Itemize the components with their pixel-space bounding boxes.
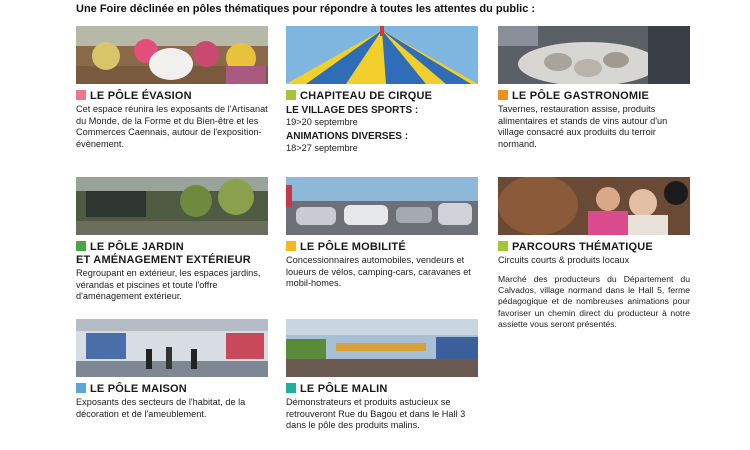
card-mobilite xyxy=(286,177,478,290)
marker-maison xyxy=(76,383,86,393)
photo-mobilite xyxy=(286,177,478,235)
title-mobilite: LE PÔLE MOBILITÉ xyxy=(286,241,478,254)
photo-evasion xyxy=(76,26,268,84)
marker-malin xyxy=(286,383,296,393)
sub-village-sports: LE VILLAGE DES SPORTS : xyxy=(286,105,419,116)
marker-evasion xyxy=(76,90,86,100)
text-evasion: Cet espace réunira les exposants de l'Artisanat du Monde, de la Forme et du Bien-être et les Commerces Caennais, autour de l'exposition-évènement. xyxy=(76,104,268,149)
title-jardin: LE PÔLE JARDIN ET AMÉNAGEMENT EXTÉRIEUR xyxy=(76,241,251,266)
text-malin: Démonstrateurs et produits astucieux se retrouveront Rue du Bagou et dans le Hall 3 dans le pôle des produits malins. xyxy=(286,397,466,431)
photo-parcours xyxy=(498,177,690,235)
text-parcours: Circuits courts & produits locaux xyxy=(498,255,630,265)
date-animations: 18>27 septembre xyxy=(286,142,358,153)
photo-malin xyxy=(286,319,478,377)
card-jardin xyxy=(76,177,268,303)
title-malin: LE PÔLE MALIN xyxy=(286,383,478,396)
marker-jardin xyxy=(76,241,86,251)
marker-cirque xyxy=(286,90,296,100)
card-parcours xyxy=(498,177,690,331)
marker-parcours xyxy=(498,241,508,251)
title-cirque: CHAPITEAU DE CIRQUE xyxy=(286,90,478,103)
title-maison: LE PÔLE MAISON xyxy=(76,383,268,396)
card-malin xyxy=(286,319,478,432)
paragraph-parcours: Marché des producteurs du Département du Calvados, village normand dans le Hall 5, ferme pédagogique et de nombreuses animations pour favoriser un chemin direct du producteur à notre assiette vous seront présentés. xyxy=(498,273,690,330)
sub-animations: ANIMATIONS DIVERSES : xyxy=(286,130,409,142)
intro-heading: Une Foire déclinée en pôles thématiques pour répondre à toutes les attentes du public : xyxy=(76,3,536,15)
text-maison: Exposants des secteurs de l'habitat, de la décoration et de l'ameublement. xyxy=(76,397,246,419)
card-maison xyxy=(76,319,268,420)
marker-gastronomie xyxy=(498,90,508,100)
date-village-sports: 19>20 septembre xyxy=(286,117,358,127)
card-cirque xyxy=(286,26,478,154)
text-mobilite: Concessionnaires automobiles, vendeurs et loueurs de vélos, camping-cars, caravanes et mobil-homes. xyxy=(286,255,471,289)
photo-maison xyxy=(76,319,268,377)
title-parcours: PARCOURS THÉMATIQUE xyxy=(498,241,690,254)
title-gastronomie: LE PÔLE GASTRONOMIE xyxy=(498,90,690,103)
card-evasion xyxy=(76,26,268,150)
photo-cirque xyxy=(286,26,478,84)
marker-mobilite xyxy=(286,241,296,251)
title-evasion: LE PÔLE ÉVASION xyxy=(76,90,268,103)
photo-jardin xyxy=(76,177,268,235)
text-jardin: Regroupant en extérieur, les espaces jardins, vérandas et piscines et toute l'offre d'aménagement extérieur. xyxy=(76,268,261,302)
text-gastronomie: Tavernes, restauration assise, produits alimentaires et stands de vins autour d'un village consacré aux produits du terroir normand. xyxy=(498,104,668,149)
photo-gastronomie xyxy=(498,26,690,84)
card-gastronomie xyxy=(498,26,690,150)
